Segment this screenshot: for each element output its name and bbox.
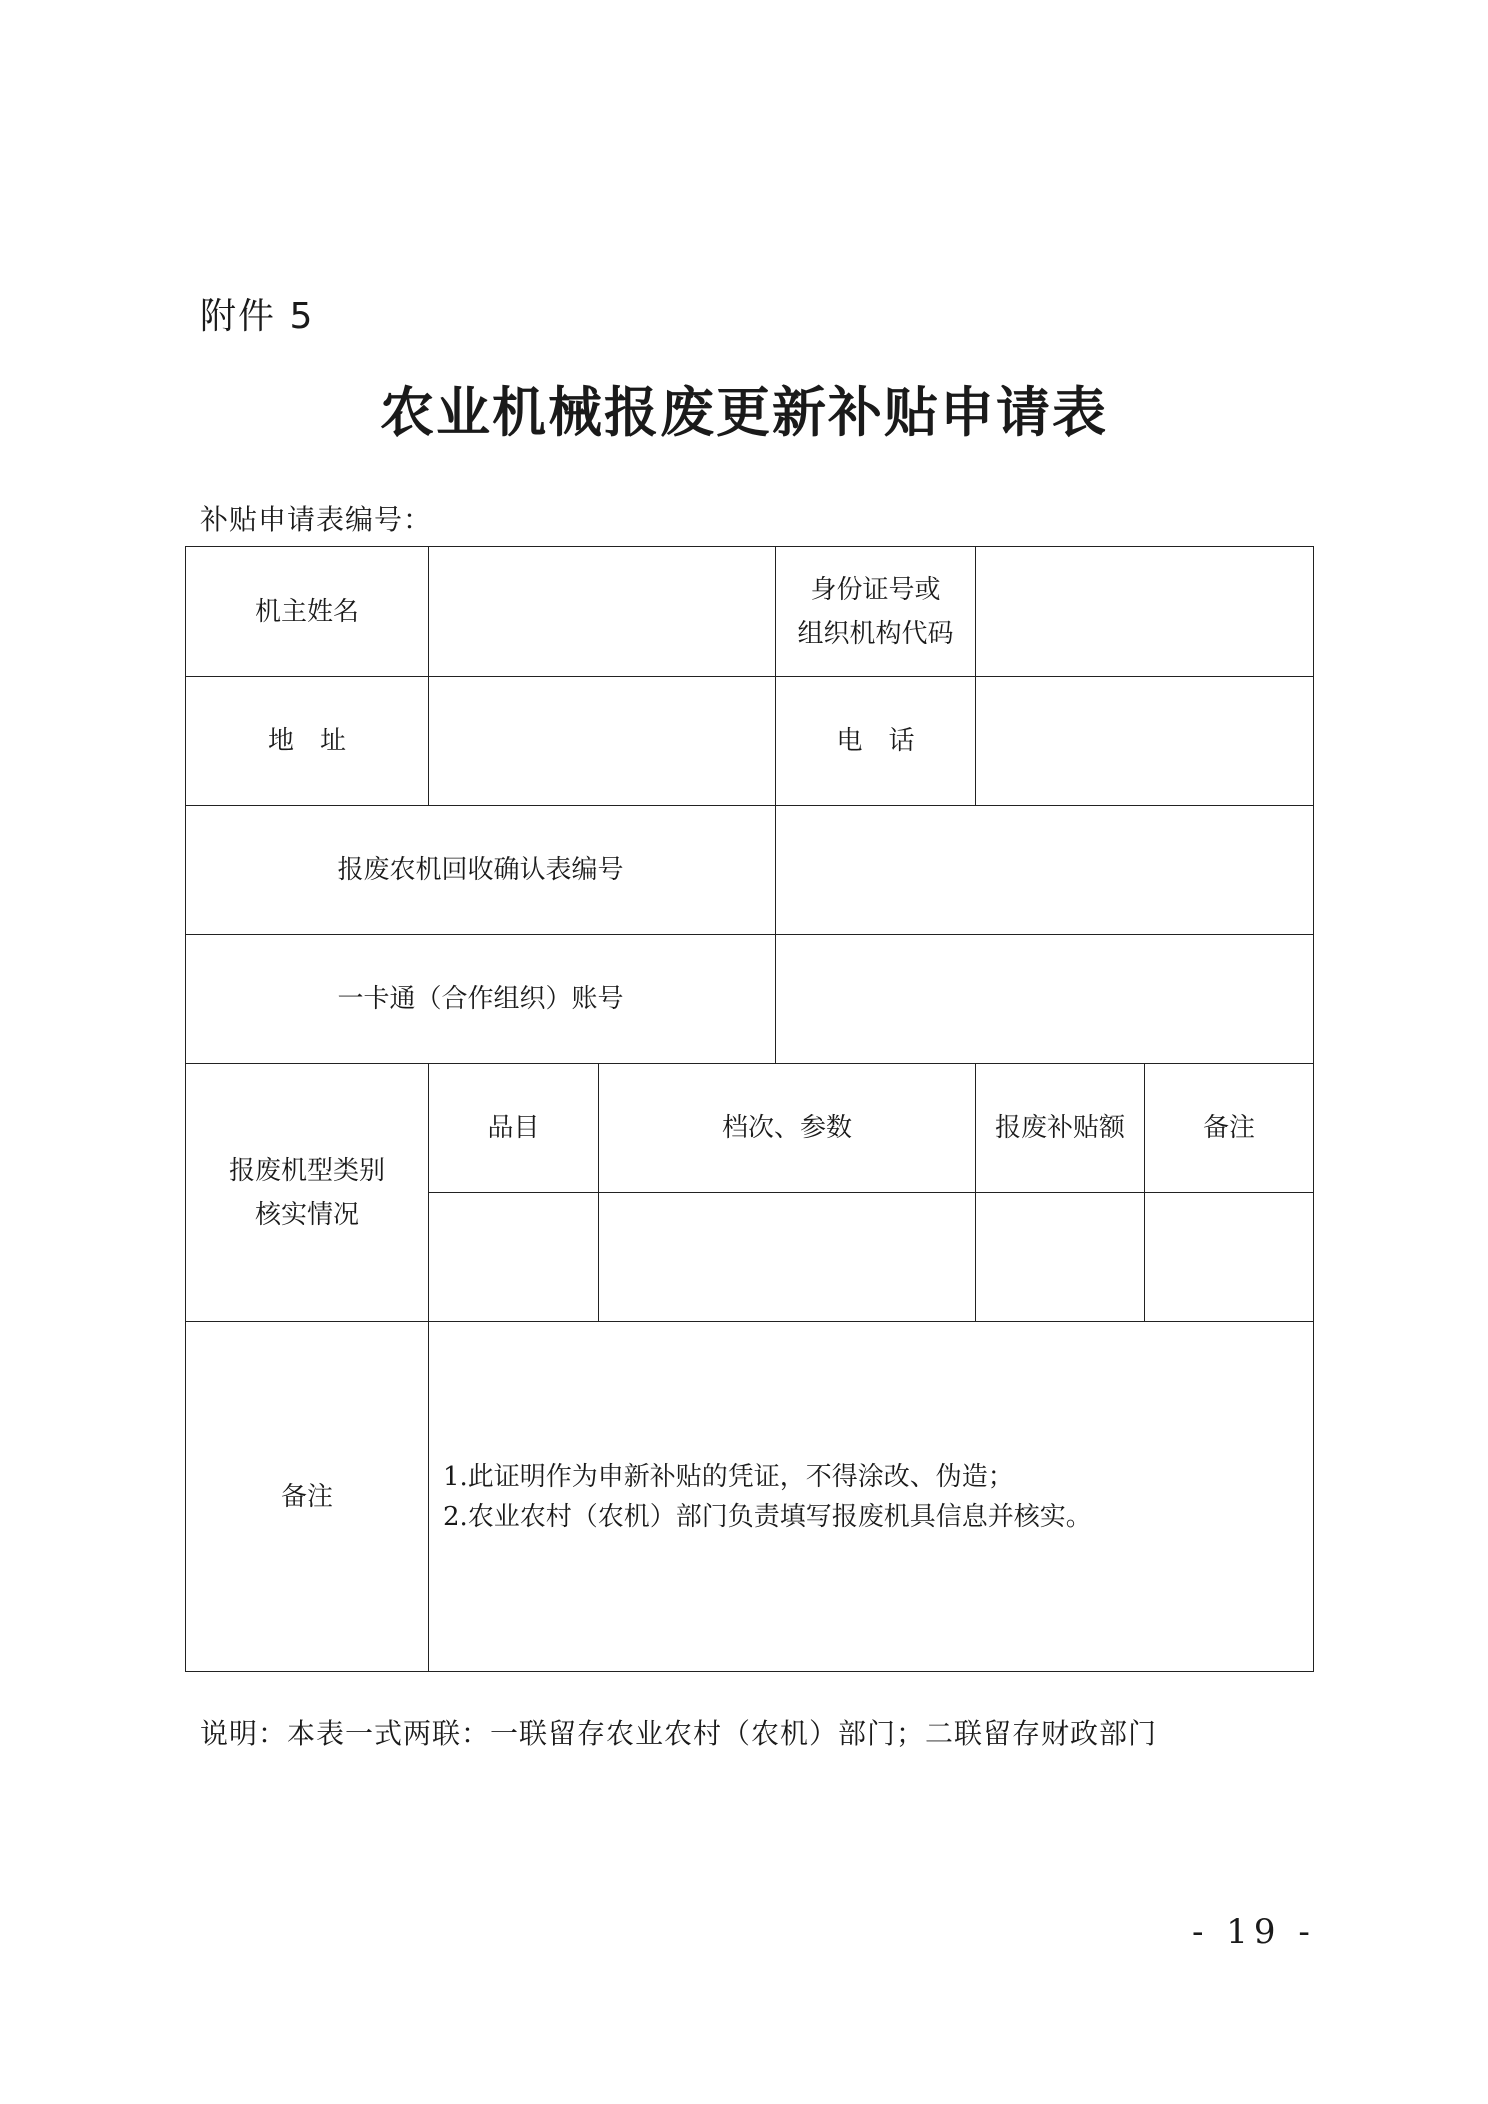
form-number-label: 补贴申请表编号：	[200, 503, 433, 536]
id-label-line2: 组织机构代码	[797, 618, 954, 649]
amount-field[interactable]	[976, 1193, 1145, 1322]
account-label: 一卡通（合作组织）账号	[186, 935, 776, 1064]
category-label	[186, 1064, 429, 1322]
account-field[interactable]	[776, 935, 1314, 1064]
notes-row	[186, 1322, 1314, 1672]
confirm-number-field[interactable]	[776, 806, 1314, 935]
remark-field[interactable]	[1145, 1193, 1314, 1322]
phone-label: 电 话	[776, 677, 976, 806]
grade-field[interactable]	[599, 1193, 976, 1322]
category-label-line1: 报废机型类别	[228, 1155, 385, 1186]
application-form-table	[185, 546, 1314, 1672]
column-header-remark: 备注	[1145, 1064, 1314, 1193]
address-row	[186, 677, 1314, 806]
owner-row	[186, 547, 1314, 677]
column-header-amount: 报废补贴额	[976, 1064, 1145, 1193]
notes-content	[429, 1322, 1314, 1672]
category-header-row	[186, 1064, 1314, 1193]
notes-label: 备注	[186, 1322, 429, 1672]
id-label-line1: 身份证号或	[810, 574, 941, 605]
column-header-item: 品目	[429, 1064, 599, 1193]
item-field[interactable]	[429, 1193, 599, 1322]
account-row	[186, 935, 1314, 1064]
id-number-field[interactable]	[976, 547, 1314, 677]
attachment-label: 附件 5	[200, 296, 315, 337]
notes-line2: 2.农业农村（农机）部门负责填写报废机具信息并核实。	[443, 1501, 1092, 1532]
phone-field[interactable]	[976, 677, 1314, 806]
address-label: 地 址	[186, 677, 429, 806]
id-number-label	[776, 547, 976, 677]
page-number: - 19 -	[1192, 1912, 1316, 1952]
owner-name-field[interactable]	[429, 547, 776, 677]
explanation-note: 说明：本表一式两联：一联留存农业农村（农机）部门；二联留存财政部门	[200, 1717, 1158, 1750]
category-label-line2: 核实情况	[254, 1199, 359, 1230]
confirm-number-row	[186, 806, 1314, 935]
owner-name-label: 机主姓名	[186, 547, 429, 677]
page-title: 农业机械报废更新补贴申请表	[380, 380, 1108, 444]
address-field[interactable]	[429, 677, 776, 806]
confirm-number-label: 报废农机回收确认表编号	[186, 806, 776, 935]
notes-line1: 1.此证明作为申新补贴的凭证，不得涂改、伪造；	[443, 1461, 1014, 1492]
column-header-grade: 档次、参数	[599, 1064, 976, 1193]
